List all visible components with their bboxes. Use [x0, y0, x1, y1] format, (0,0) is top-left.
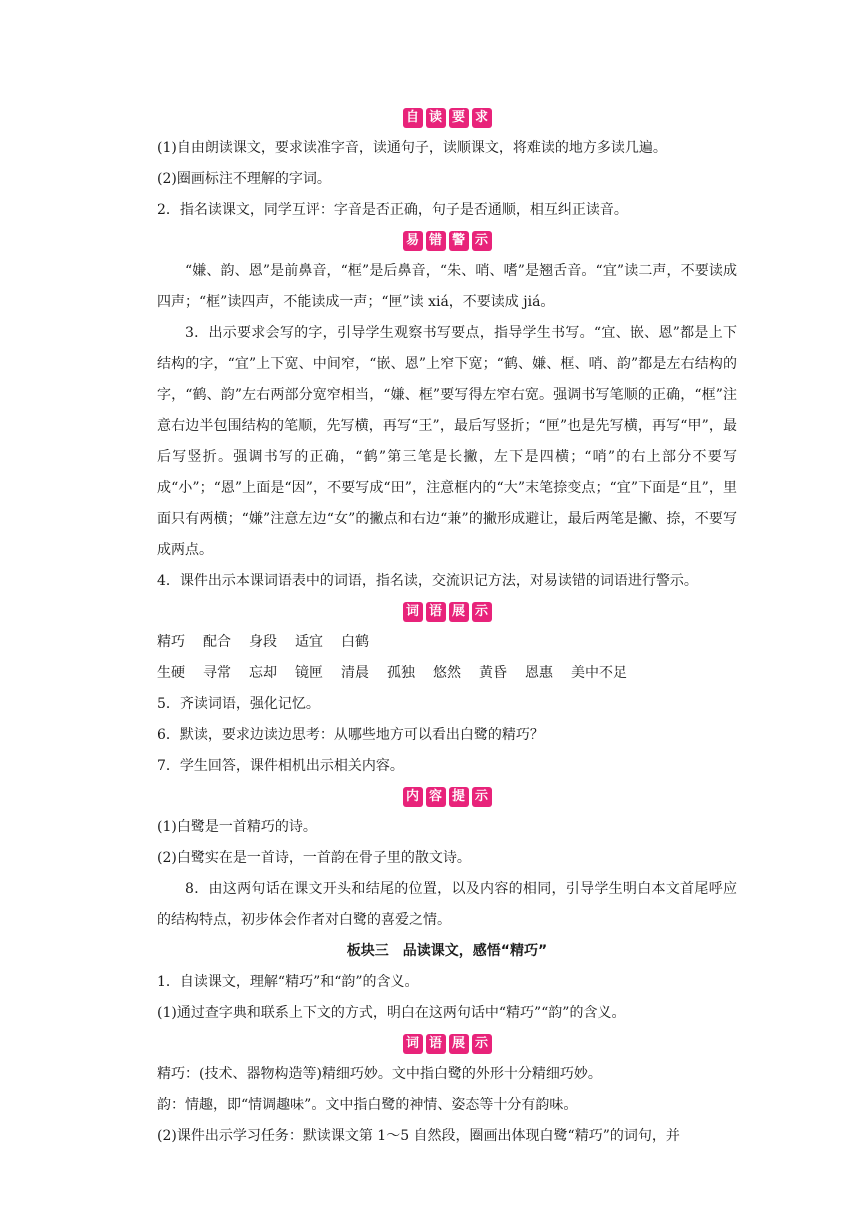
badge: [403, 602, 492, 622]
word-list-row: [157, 627, 737, 658]
badge-char: 自: [403, 108, 423, 128]
badge-char: 警: [449, 231, 469, 251]
badge-char: 语: [426, 1034, 446, 1054]
text-line: 6．默读，要求边读边思考：从哪些地方可以看出白鹭的精巧？: [157, 727, 544, 743]
word: 白鹤: [341, 634, 369, 650]
word: 恩惠: [525, 665, 553, 681]
word: 清晨: [341, 665, 369, 681]
badge-word-display-2: [157, 1029, 737, 1059]
word: 忘却: [249, 665, 277, 681]
word: 悠然: [433, 665, 461, 681]
word: 配合: [203, 634, 231, 650]
badge: [403, 787, 492, 807]
badge-char: 示: [472, 1034, 492, 1054]
badge-char: 示: [472, 231, 492, 251]
word: 生硬: [157, 665, 185, 681]
text-line: (1)白鹭是一首精巧的诗。: [157, 819, 317, 835]
paragraph: 8．由这两句话在课文开头和结尾的位置，以及内容的相同，引导学生明白本文首尾呼应的结构特点，初步体会作者对白鹭的喜爱之情。: [157, 881, 737, 928]
badge: [403, 108, 492, 128]
badge-char: 容: [426, 787, 446, 807]
badge: [403, 1034, 492, 1054]
word: 寻常: [203, 665, 231, 681]
badge-char: 求: [472, 108, 492, 128]
badge-word-display: [157, 597, 737, 627]
badge-error-warning: [157, 226, 737, 256]
word: 美中不足: [571, 665, 627, 681]
word: 孤独: [387, 665, 415, 681]
text-line: 韵：情趣，即“情调趣味”。文中指白鹭的神情、姿态等十分有韵味。: [157, 1097, 578, 1113]
paragraph: 3．出示要求会写的字，引导学生观察书写要点，指导学生书写。“宜、嵌、恩”都是上下结构的字，“宜”上下宽、中间窄，“嵌、恩”上窄下宽；“鹤、嫌、框、哨、韵”都是左右结构的字，“鹤、韵”左右两部分宽窄相当，“嫌、框”要写得左窄右宽。强调书写笔顺的正确，“框”注意右边半包围结构的笔顺，先写横，再写“王”，最后写竖折；“匣”也是先写横，再写“甲”，最后写竖折。强调书写的正确，“鹤”第三笔是长撇，左下是四横；“哨”的右上部分不要写成“小”；“恩”上面是“因”，不要写成“田”，注意框内的“大”末笔捺变点；“宜”下面是“且”，里面只有两横；“嫌”注意左边“女”的撇点和右边“兼”的撇形成避让，最后两笔是撇、捺，不要写成两点。: [157, 325, 737, 558]
badge-char: 内: [403, 787, 423, 807]
badge-self-reading: [157, 103, 737, 133]
badge-char: 词: [403, 1034, 423, 1054]
section-heading: 板块三 品读课文，感悟“精巧”: [346, 943, 548, 959]
badge-char: 易: [403, 231, 423, 251]
badge-char: 展: [449, 1034, 469, 1054]
paragraph: “嫌、韵、恩”是前鼻音，“框”是后鼻音，“朱、哨、嗜”是翘舌音。“宜”读二声，不要读成四声；“框”读四声，不能读成一声；“匣”读 xiá，不要读成 jiá。: [157, 263, 737, 310]
badge-char: 示: [472, 602, 492, 622]
badge-char: 错: [426, 231, 446, 251]
badge-char: 要: [449, 108, 469, 128]
word-list-row: [157, 658, 737, 689]
text-line: 精巧：(技术、器物构造等)精细巧妙。文中指白鹭的外形十分精细巧妙。: [157, 1066, 602, 1082]
text-line: 7．学生回答，课件相机出示相关内容。: [157, 758, 404, 774]
badge-content-hint: [157, 782, 737, 812]
text-line: (2)课件出示学习任务：默读课文第 1～5 自然段，圈画出体现白鹭“精巧”的词句，并: [157, 1128, 680, 1144]
text-line: 5．齐读词语，强化记忆。: [157, 696, 320, 712]
word: 身段: [249, 634, 277, 650]
badge-char: 读: [426, 108, 446, 128]
text-line: (1)自由朗读课文，要求读准字音，读通句子，读顺课文，将难读的地方多读几遍。: [157, 140, 667, 156]
text-line: 4．课件出示本课词语表中的词语，指名读，交流识记方法，对易读错的词语进行警示。: [157, 573, 698, 589]
badge-char: 提: [449, 787, 469, 807]
text-line: (2)圈画标注不理解的字词。: [157, 171, 331, 187]
word: 镜匣: [295, 665, 323, 681]
badge-char: 语: [426, 602, 446, 622]
page-content: [157, 103, 737, 1152]
text-line: (2)白鹭实在是一首诗，一首韵在骨子里的散文诗。: [157, 850, 471, 866]
word: 精巧: [157, 634, 185, 650]
badge-char: 展: [449, 602, 469, 622]
badge-char: 示: [472, 787, 492, 807]
text-line: 1．自读课文，理解“精巧”和“韵”的含义。: [157, 974, 419, 990]
badge-char: 词: [403, 602, 423, 622]
text-line: (1)通过查字典和联系上下文的方式，明白在这两句话中“精巧”“韵”的含义。: [157, 1005, 626, 1021]
word: 适宜: [295, 634, 323, 650]
text-line: 2．指名读课文，同学互评：字音是否正确，句子是否通顺，相互纠正读音。: [157, 202, 628, 218]
badge: [403, 231, 492, 251]
word: 黄昏: [479, 665, 507, 681]
